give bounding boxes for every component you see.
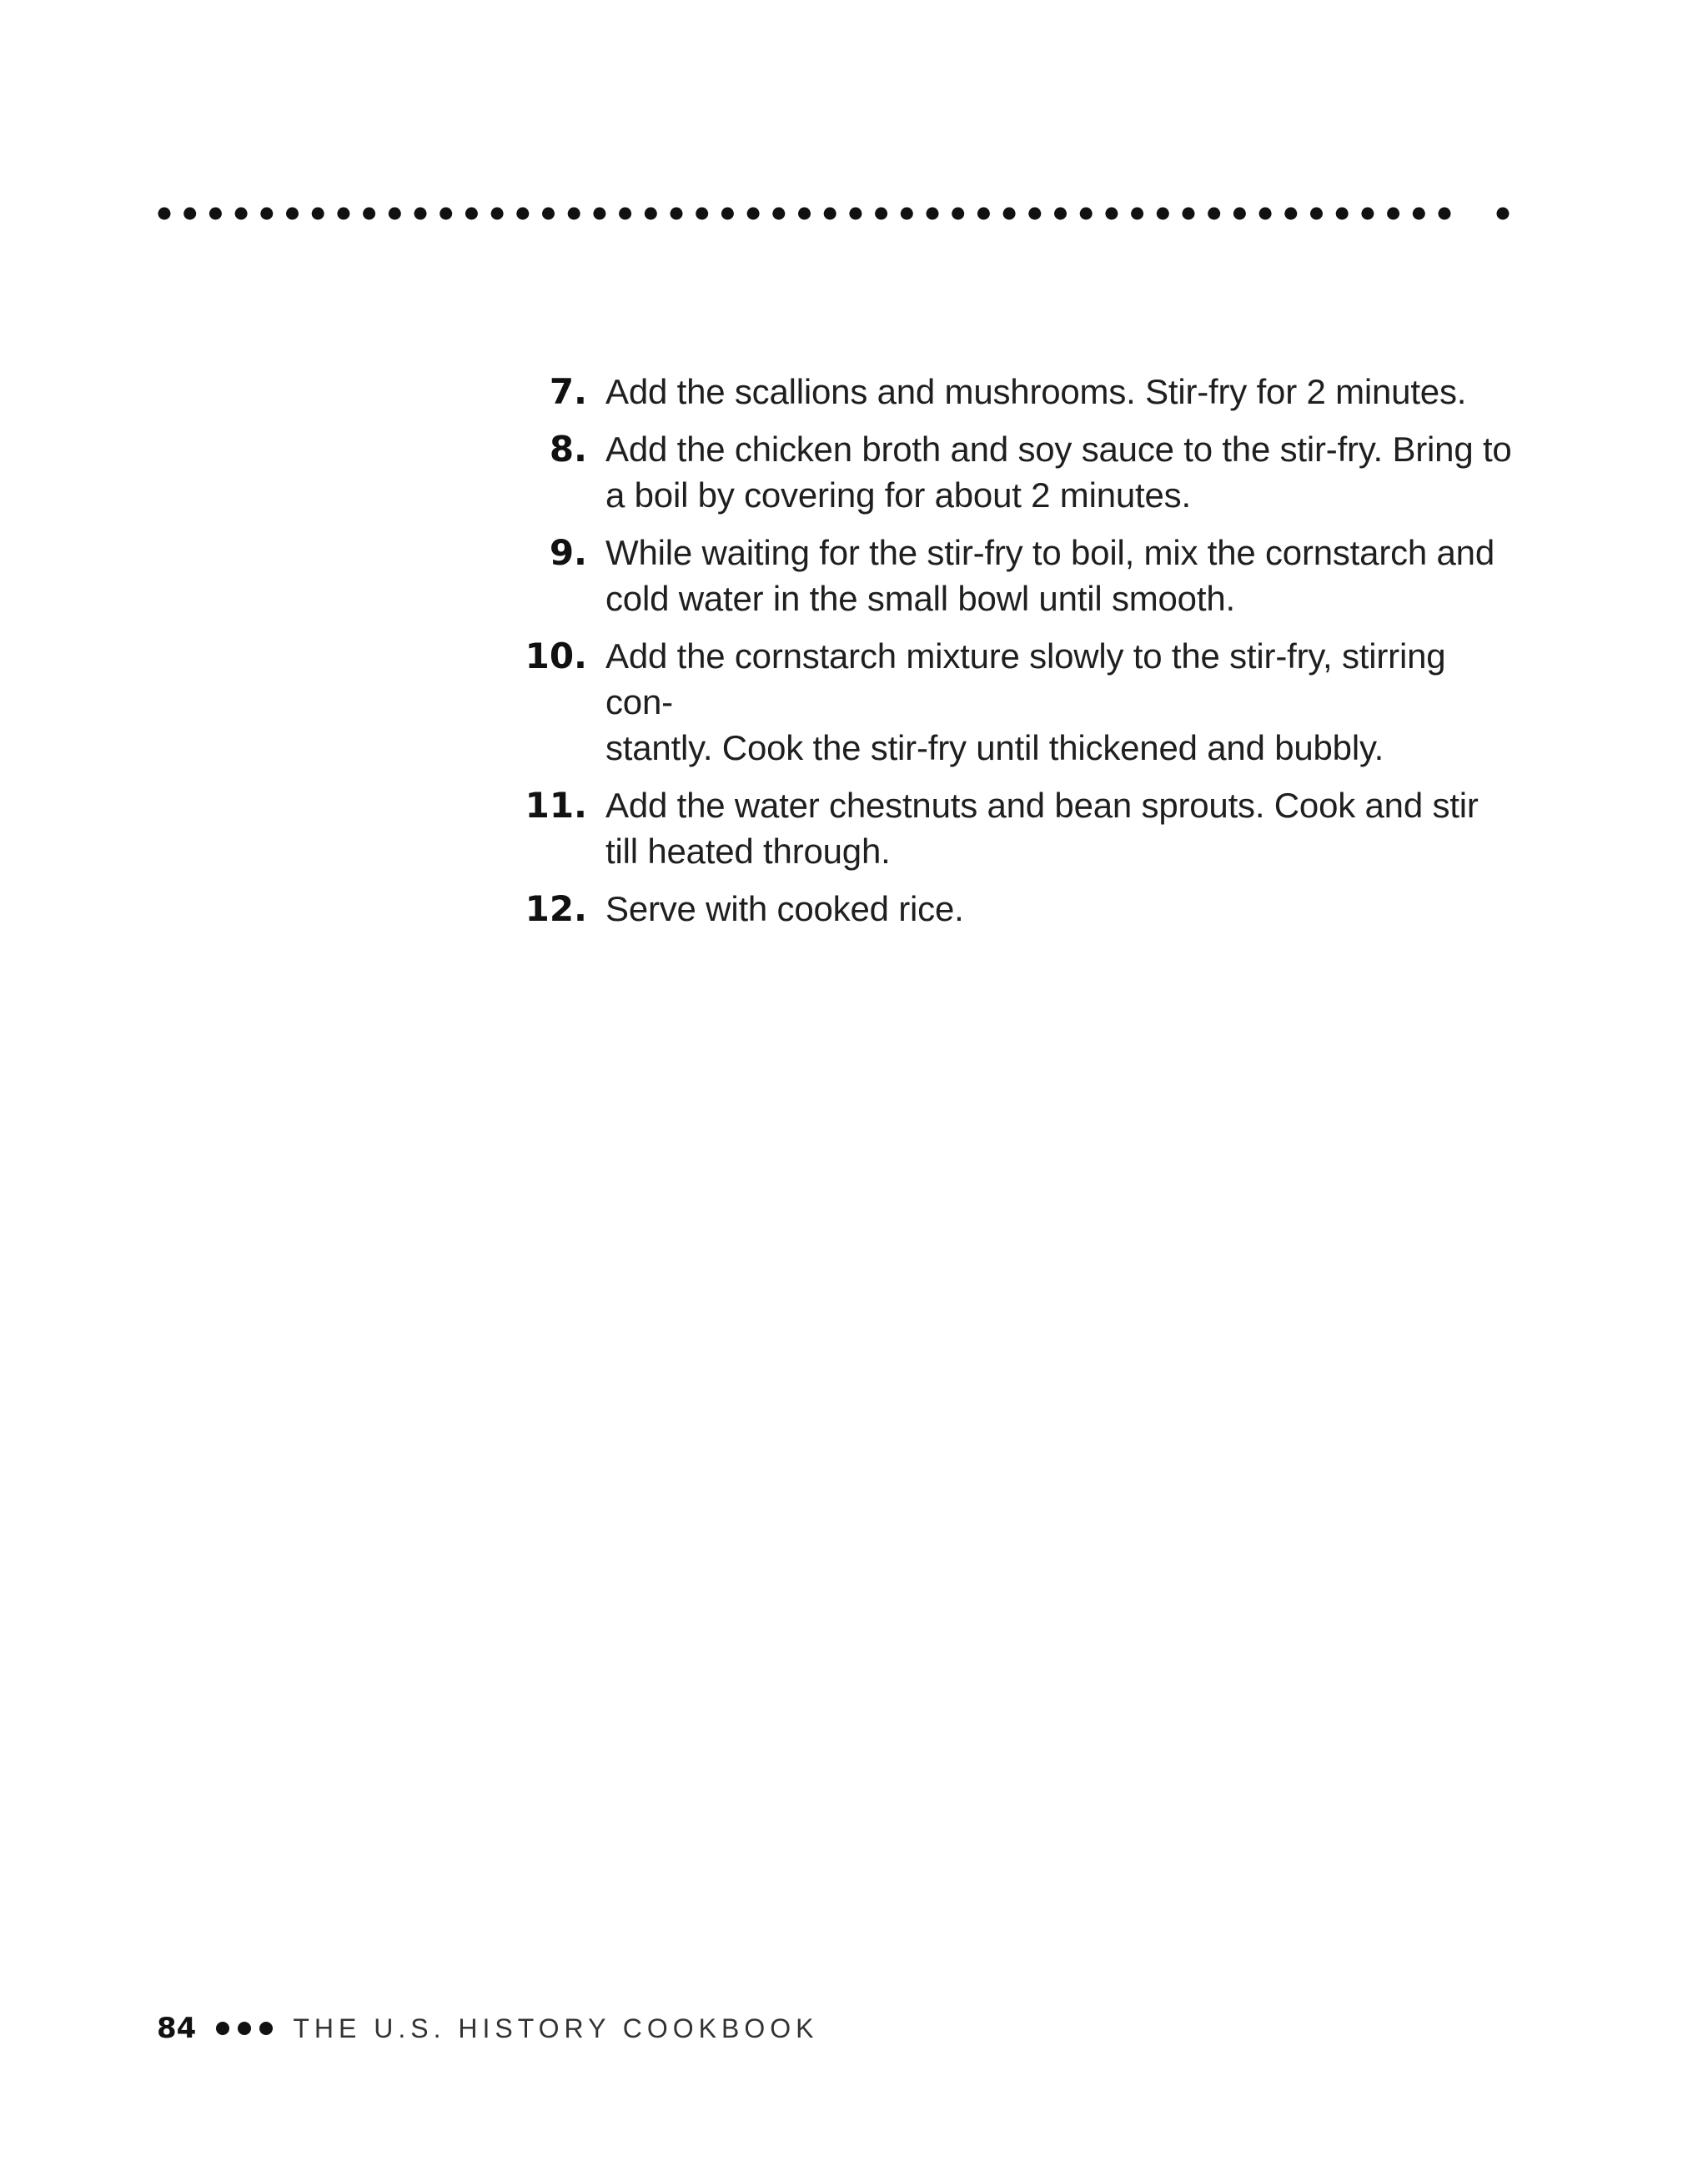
divider-dot xyxy=(1028,208,1041,220)
divider-dot xyxy=(1208,208,1220,220)
step-text: While waiting for the stir-fry to boil, mix the cornstarch and cold water in the small bowl until smooth. xyxy=(605,533,1495,618)
divider-dot xyxy=(286,208,299,220)
divider-dot xyxy=(260,208,273,220)
divider-dot xyxy=(1259,208,1272,220)
step-number: 11. xyxy=(525,785,587,826)
divider-dot xyxy=(1183,208,1195,220)
divider-dot xyxy=(645,208,657,220)
divider-dot xyxy=(183,208,196,220)
divider-dot xyxy=(619,208,631,220)
bullet-dot-icon xyxy=(216,2022,229,2035)
divider-dot xyxy=(465,208,478,220)
step-number: 10. xyxy=(525,636,587,676)
divider-dot xyxy=(1284,208,1297,220)
divider-dot xyxy=(1336,208,1349,220)
divider-dot xyxy=(414,208,427,220)
recipe-step xyxy=(517,633,1518,771)
divider-dot xyxy=(747,208,760,220)
divider-dot xyxy=(593,208,605,220)
step-text: Add the cornstarch mixture slowly to the stir-fry, stirring con- stantly. Cook the stir-fry until thickened and bubbly. xyxy=(605,636,1446,767)
recipe-step xyxy=(517,886,1518,932)
step-text: Add the water chestnuts and bean sprouts. Cook and stir till heated through. xyxy=(605,786,1479,871)
divider-dot xyxy=(721,208,734,220)
recipe-step xyxy=(517,426,1518,518)
bullet-dot-icon xyxy=(259,2022,273,2035)
divider-dot xyxy=(516,208,529,220)
step-number: 9. xyxy=(549,532,587,573)
divider-dot xyxy=(798,208,811,220)
divider-dot xyxy=(1157,208,1169,220)
divider-dot xyxy=(235,208,248,220)
divider-dot xyxy=(542,208,555,220)
divider-dot xyxy=(209,208,222,220)
divider-dot xyxy=(568,208,580,220)
divider-dot xyxy=(824,208,836,220)
divider-dot xyxy=(363,208,375,220)
divider-dot xyxy=(849,208,862,220)
divider-dot xyxy=(1233,208,1246,220)
divider-dot xyxy=(875,208,887,220)
divider-dot xyxy=(1439,208,1451,220)
recipe-step xyxy=(517,369,1518,415)
divider-dot xyxy=(312,208,324,220)
divider-dot xyxy=(1003,208,1016,220)
divider-dot xyxy=(1310,208,1323,220)
divider-dot xyxy=(696,208,708,220)
divider-dot xyxy=(901,208,913,220)
divider-dot xyxy=(440,208,452,220)
bullet-dot-icon xyxy=(238,2022,251,2035)
divider-dot xyxy=(1387,208,1399,220)
footer-dots xyxy=(216,2022,273,2035)
book-title: THE U.S. HISTORY COOKBOOK xyxy=(293,2013,819,2043)
divider-dot xyxy=(927,208,939,220)
page-footer xyxy=(157,2005,818,2052)
divider-dot xyxy=(1413,208,1425,220)
divider-dot xyxy=(491,208,504,220)
dotted-divider xyxy=(157,204,1512,224)
divider-dot xyxy=(1361,208,1374,220)
divider-dot xyxy=(772,208,785,220)
recipe-step xyxy=(517,782,1518,874)
recipe-step xyxy=(517,530,1518,621)
dotted-divider-graphic xyxy=(157,204,1512,224)
divider-dot xyxy=(1497,208,1510,220)
step-text: Add the scallions and mushrooms. Stir-fry for 2 minutes. xyxy=(605,372,1467,411)
page-number: 84 xyxy=(157,2012,197,2045)
step-text: Add the chicken broth and soy sauce to the stir-fry. Bring to a boil by covering for about 2 minutes. xyxy=(605,430,1512,515)
divider-dot xyxy=(158,208,171,220)
divider-dot xyxy=(977,208,990,220)
step-number: 12. xyxy=(525,888,587,929)
divider-dot xyxy=(952,208,964,220)
step-number: 7. xyxy=(549,371,587,412)
divider-dot xyxy=(1131,208,1143,220)
divider-dot xyxy=(389,208,401,220)
step-text: Serve with cooked rice. xyxy=(605,889,964,928)
divider-dot xyxy=(1080,208,1093,220)
divider-dot xyxy=(671,208,683,220)
recipe-steps-list xyxy=(517,369,1518,943)
divider-dot xyxy=(337,208,349,220)
divider-dot xyxy=(1105,208,1118,220)
step-number: 8. xyxy=(549,429,587,470)
divider-dot xyxy=(1054,208,1067,220)
